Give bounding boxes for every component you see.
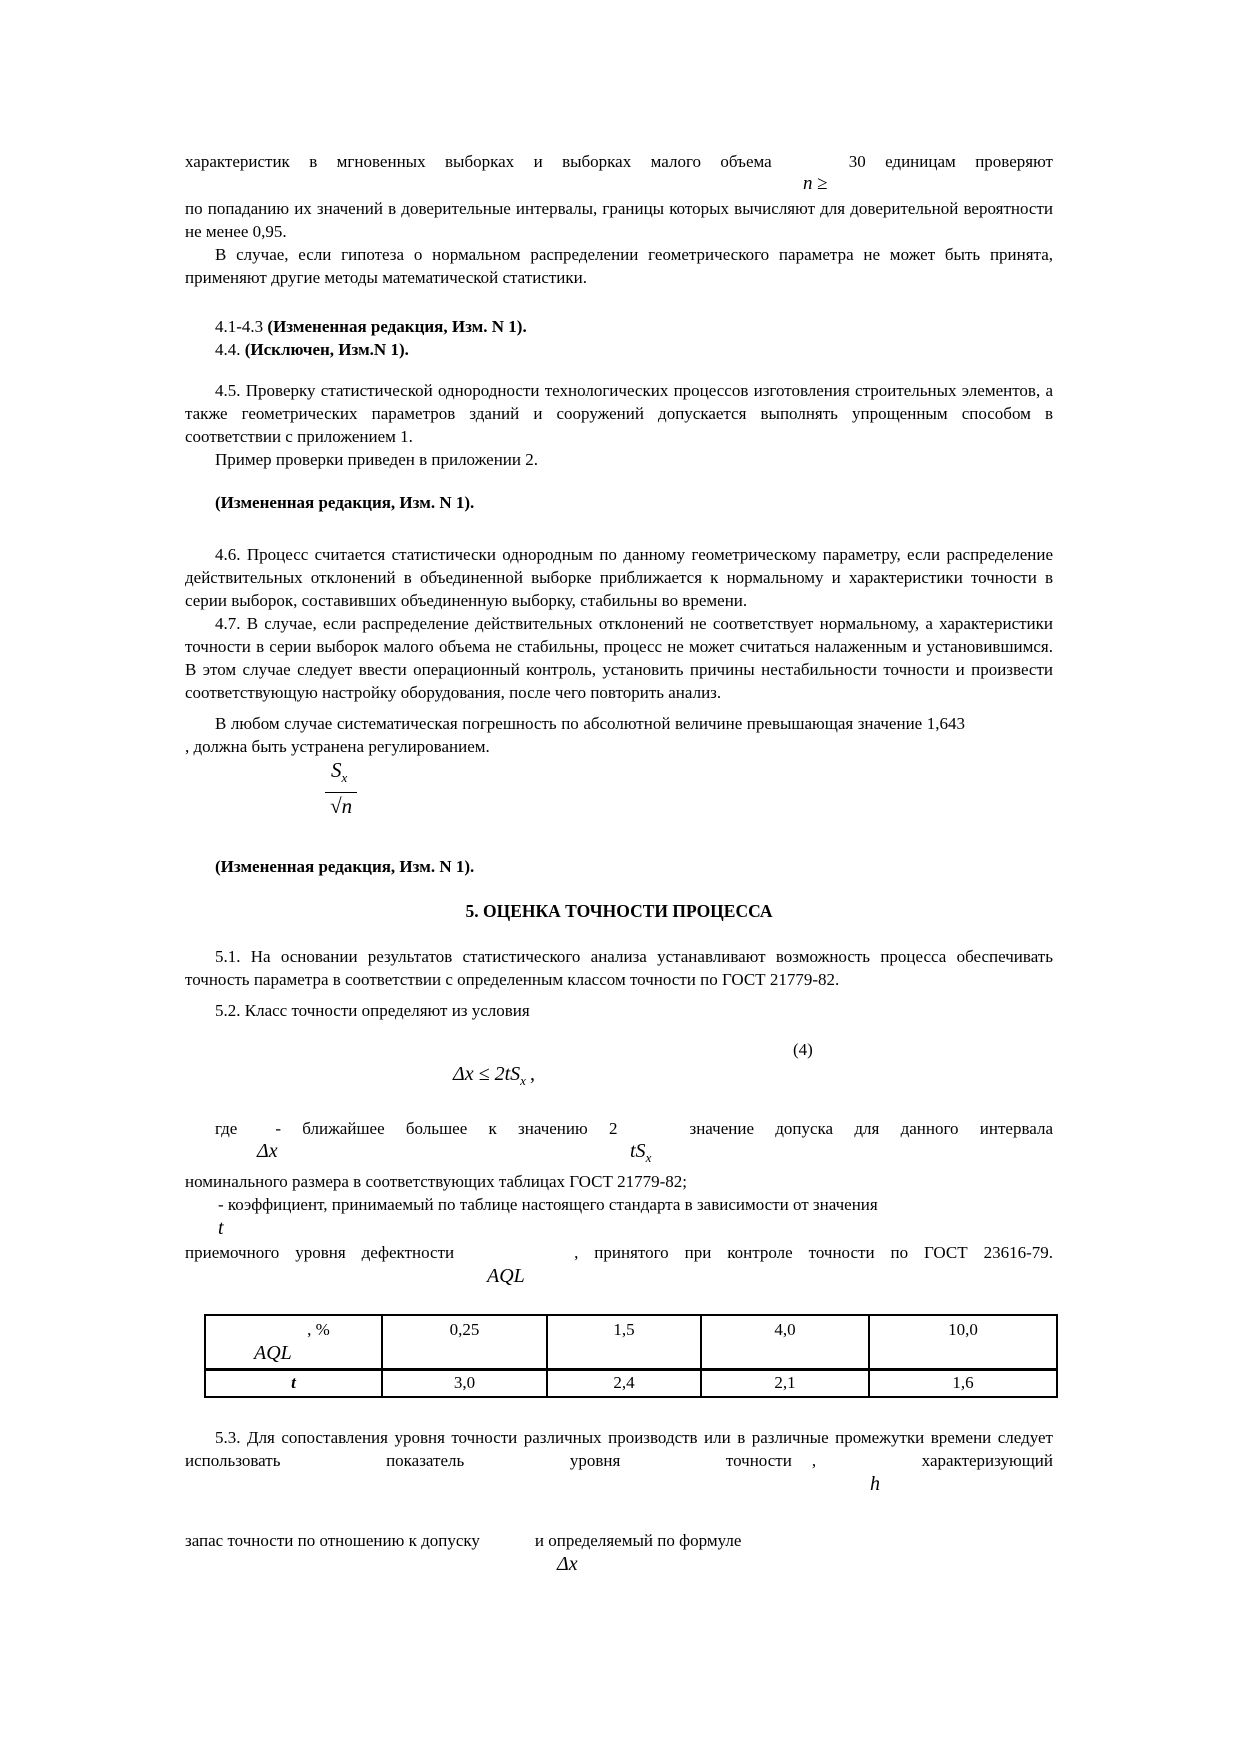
amendment-note-standalone: (Измененная редакция, Изм. N 1). xyxy=(215,493,475,512)
formula-tsx xyxy=(630,1140,651,1166)
table-cell-t-value: 1,6 xyxy=(869,1370,1057,1398)
text-run: где xyxy=(215,1119,238,1139)
symbol-n: n xyxy=(341,794,353,819)
final-line xyxy=(185,1529,1053,1552)
fraction-numerator xyxy=(325,758,357,792)
table-cell-aql-value: 4,0 xyxy=(701,1315,869,1370)
formula-4-dx-le-2tsx xyxy=(185,1061,1053,1087)
formula-placeholder-gap xyxy=(617,1133,689,1134)
symbol-S: S xyxy=(331,758,342,782)
table-header-row xyxy=(205,1315,1057,1370)
text-run: - ближайшее большее к значению 2 xyxy=(275,1119,618,1139)
formula-delta-x xyxy=(257,1140,278,1163)
formula-placeholder-gap xyxy=(965,728,1053,729)
clause-4-4 xyxy=(185,338,1053,361)
fraction-denominator xyxy=(325,792,357,819)
table-cell-aql-value: 10,0 xyxy=(869,1315,1057,1370)
text-run: 30 единицам проверяют xyxy=(848,152,1053,171)
text-run: приемочного уровня дефектности xyxy=(185,1243,455,1263)
text-run: , характеризующий xyxy=(811,1451,1053,1471)
table-cell-t-value: 2,1 xyxy=(701,1370,869,1398)
formula-t: t xyxy=(218,1217,224,1240)
formula-placeholder-gap xyxy=(792,1465,812,1466)
where-line-1 xyxy=(185,1117,1053,1140)
where-line-4 xyxy=(185,1241,1053,1264)
formula-placeholder-gap xyxy=(480,1545,535,1546)
paragraph-continuation-line xyxy=(185,150,1053,173)
aql-t-coefficient-table xyxy=(204,1314,1058,1398)
formula-placeholder-gap xyxy=(237,1133,275,1134)
aql-unit-label: , % xyxy=(307,1320,330,1340)
symbol-dx: Δx xyxy=(257,1140,278,1163)
clause-4-5: 4.5. Проверку статистической однородности технологических процессов изготовления строительных элементов, а также геометрических параметров зданий и сооружений допускается выполнять упрощенным способом в соответствии с приложением 1. xyxy=(185,381,1053,446)
text-run: В любом случае систематическая погрешность по абсолютной величине превышающая значение 1,643 xyxy=(215,714,965,733)
text-run: 5.3. Для сопоставления уровня точности различных производств или в различные промежутки времени следует использовать показатель уровня точности xyxy=(185,1428,1053,1471)
clause-4-1-4-3 xyxy=(185,315,1053,338)
where-line-3: - коэффициент, принимаемый по таблице настоящего стандарта в зависимости от значения xyxy=(218,1195,878,1215)
formula-placeholder-gap xyxy=(454,1257,574,1258)
clause-5-2: 5.2. Класс точности определяют из условия xyxy=(215,1001,530,1021)
text-run: и определяемый по формуле xyxy=(534,1531,742,1551)
where-line-2: номинального размера в соответствующих таблицах ГОСТ 21779-82; xyxy=(185,1172,687,1192)
paragraph-example: Пример проверки приведен в приложении 2. xyxy=(215,450,538,469)
text-run: , должна быть устранена регулированием. xyxy=(185,737,490,756)
formula-h: h xyxy=(870,1473,880,1496)
formula-variable: n xyxy=(803,173,813,194)
fraction xyxy=(325,758,357,819)
section-5-heading: 5. ОЦЕНКА ТОЧНОСТИ ПРОЦЕССА xyxy=(465,901,773,922)
clause-4-7: 4.7. В случае, если распределение действительных отклонений не соответствует нормальному, а характеристики точности в серии выборок малого объема не стабильны, процесс не может считаться налаженным и установившимся. В этом случае следует ввести операционный контроль, установить причины нестабильности точности и произвести соответствующую настройку оборудования, после чего повторить анализ. xyxy=(185,614,1053,702)
comma: , xyxy=(529,1063,535,1086)
formula-drop-line xyxy=(185,1140,1053,1170)
text-run: характеристик в мгновенных выборках и выборках малого объема xyxy=(185,152,772,171)
paragraph-systematic-error xyxy=(185,712,1053,758)
aql-formula-label: AQL xyxy=(254,1342,292,1365)
radical-sign: √ xyxy=(330,794,342,819)
formula-placeholder-gap xyxy=(772,166,849,167)
table-t-row xyxy=(205,1370,1057,1398)
amendment-note-standalone: (Измененная редакция, Изм. N 1). xyxy=(215,857,475,877)
clause-4-6: 4.6. Процесс считается статистически однородным по данному геометрическому параметру, если распределение действительных отклонений в объединенной выборке приближается к нормальному и характеристики точности в серии выборок, составивших объединенную выборку, стабильны во времени. xyxy=(185,545,1053,610)
table-cell-aql-value: 0,25 xyxy=(382,1315,547,1370)
subscript-x: x xyxy=(341,770,348,786)
formula-sx-over-sqrt-n xyxy=(325,758,1053,819)
table-cell-t-value: 2,4 xyxy=(547,1370,701,1398)
ge-operator: ≥ xyxy=(817,173,828,194)
clause-number: 4.4. xyxy=(215,340,241,359)
paragraph-hypothesis: В случае, если гипотеза о нормальном распределении геометрического параметра не может быть принята, применяют другие методы математической статистики. xyxy=(185,245,1053,287)
formula-dx-final: Δx xyxy=(557,1553,578,1576)
amendment-note: (Исключен, Изм.N 1). xyxy=(244,340,409,359)
subscript-x: x xyxy=(645,1150,652,1166)
clause-5-1: 5.1. На основании результатов статистического анализа устанавливают возможность процесса обеспечивать точность параметра в соответствии с определенным классом точности по ГОСТ 21779-82. xyxy=(185,947,1053,990)
table-cell-t-value: 3,0 xyxy=(382,1370,547,1398)
paragraph-confidence-intervals: по попаданию их значений в доверительные интервалы, границы которых вычисляют для доверительной вероятности не менее 0,95. xyxy=(185,199,1053,241)
table-cell-aql-header xyxy=(205,1315,382,1370)
text-run: запас точности по отношению к допуску xyxy=(185,1531,480,1551)
subscript-x: x xyxy=(520,1073,526,1089)
formula-n-ge xyxy=(185,173,1053,197)
symbol-tS: tS xyxy=(630,1140,646,1163)
text-run: , принятого при контроле точности по ГОСТ 23616-79. xyxy=(574,1243,1053,1263)
document-content xyxy=(185,150,1053,1577)
text-run: значение допуска для данного интервала xyxy=(689,1119,1053,1139)
clause-number: 4.1-4.3 xyxy=(215,317,264,336)
equation-4-number: (4) xyxy=(793,1040,813,1060)
formula-body: Δx ≤ 2tS xyxy=(453,1063,521,1086)
amendment-note: (Измененная редакция, Изм. N 1). xyxy=(267,317,527,336)
formula-aql: AQL xyxy=(487,1265,525,1288)
table-cell-aql-value: 1,5 xyxy=(547,1315,701,1370)
table-cell-t-label: t xyxy=(205,1370,382,1398)
clause-5-3 xyxy=(185,1426,1053,1472)
